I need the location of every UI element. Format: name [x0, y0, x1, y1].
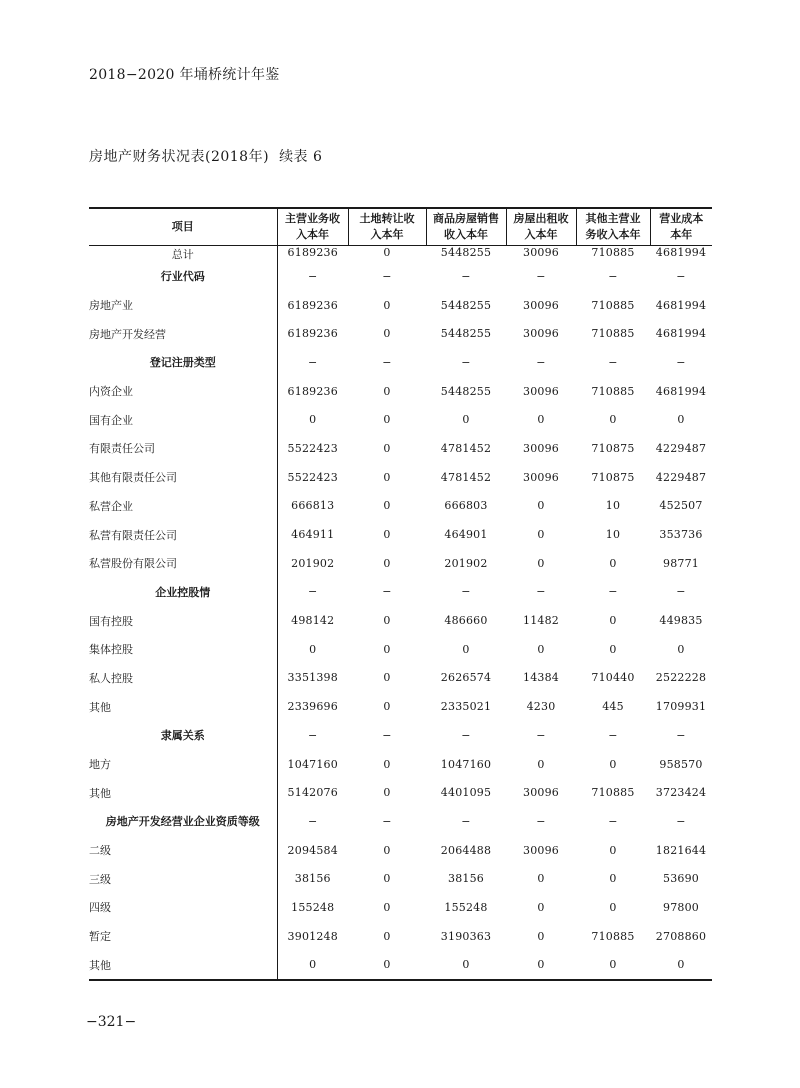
row-label: 房地产开发经营: [89, 319, 277, 348]
cell-value: −: [608, 269, 618, 283]
page-number: −321−: [86, 1014, 137, 1030]
cell-value: 0: [383, 786, 391, 800]
cell-value: −: [382, 728, 392, 742]
cell-value: −: [382, 814, 392, 828]
cell-value: 710885: [591, 786, 635, 800]
cell-value: 3351398: [287, 671, 338, 685]
cell-value: 38156: [294, 872, 331, 886]
cell-value: 4781452: [440, 441, 492, 455]
table-row: [89, 405, 712, 434]
table-row: [89, 721, 712, 750]
cell-value: −: [676, 269, 686, 283]
cell-value: 2522228: [655, 671, 707, 685]
cell-value: 710885: [591, 384, 635, 398]
row-label: 企业控股情: [89, 578, 277, 607]
cell-value: 10: [605, 528, 621, 542]
cell-value: 464911: [291, 528, 335, 542]
cell-value: 155248: [444, 900, 488, 914]
cell-value: 3901248: [287, 929, 338, 943]
cell-value: −: [536, 728, 546, 742]
table-body: [89, 246, 712, 981]
cell-value: 0: [383, 757, 391, 771]
cell-value: 0: [383, 556, 391, 570]
cell-value: 0: [462, 413, 470, 427]
cell-value: 30096: [523, 470, 559, 484]
table-header-row: [89, 208, 712, 246]
cell-value: 201902: [291, 556, 335, 570]
cell-value: 6189236: [287, 327, 338, 341]
cell-value: −: [536, 814, 546, 828]
cell-value: 958570: [659, 757, 703, 771]
column-header-operating-cost: 营业成本 本年: [650, 208, 712, 246]
table-row: [89, 750, 712, 779]
cell-value: 38156: [448, 872, 484, 886]
cell-value: 710885: [591, 929, 635, 943]
table-row: [89, 606, 712, 635]
cell-value: 98771: [663, 556, 699, 570]
cell-value: 0: [537, 499, 545, 513]
table-row: [89, 291, 712, 320]
cell-value: 0: [383, 470, 391, 484]
cell-value: −: [382, 269, 392, 283]
cell-value: −: [308, 355, 318, 369]
cell-value: 0: [309, 642, 317, 656]
table-title-text: 房地产财务状况表(2018年): [89, 149, 270, 165]
row-label: 三级: [89, 864, 277, 893]
table-row: [89, 778, 712, 807]
cell-value: 0: [537, 958, 545, 972]
cell-value: −: [461, 269, 471, 283]
row-label: 其他有限责任公司: [89, 463, 277, 492]
cell-value: 14384: [523, 671, 559, 685]
cell-value: 710875: [591, 441, 635, 455]
row-label: 私营股份有限公司: [89, 549, 277, 578]
cell-value: −: [608, 355, 618, 369]
row-label: 暂定: [89, 922, 277, 951]
row-label: 行业代码: [89, 262, 277, 291]
table-row: [89, 692, 712, 721]
row-label: 私营有限责任公司: [89, 520, 277, 549]
running-head: 2018−2020 年埇桥统计年鉴: [89, 67, 280, 83]
cell-value: 0: [537, 413, 545, 427]
row-label: 国有企业: [89, 405, 277, 434]
cell-value: 0: [609, 958, 617, 972]
row-label: 国有控股: [89, 606, 277, 635]
row-label: 地方: [89, 750, 277, 779]
cell-value: 155248: [291, 900, 335, 914]
table-row: [89, 893, 712, 922]
cell-value: −: [608, 585, 618, 599]
cell-value: 0: [462, 642, 470, 656]
cell-value: 30096: [523, 843, 559, 857]
table-row: [89, 246, 712, 263]
row-label: 有限责任公司: [89, 434, 277, 463]
cell-value: 0: [609, 614, 617, 628]
cell-value: 4229487: [655, 441, 707, 455]
cell-value: 1047160: [440, 757, 492, 771]
table-row: [89, 434, 712, 463]
cell-value: −: [536, 585, 546, 599]
cell-value: 0: [383, 900, 391, 914]
cell-value: 449835: [659, 614, 703, 628]
cell-value: 2064488: [440, 843, 492, 857]
cell-value: 0: [537, 642, 545, 656]
cell-value: 0: [677, 642, 685, 656]
cell-value: 4681994: [655, 298, 707, 312]
cell-value: 0: [383, 614, 391, 628]
row-label: 其他: [89, 692, 277, 721]
cell-value: 2339696: [287, 700, 338, 714]
cell-value: 710875: [591, 470, 635, 484]
cell-value: 0: [383, 528, 391, 542]
cell-value: 710885: [591, 298, 635, 312]
cell-value: 4681994: [655, 246, 707, 259]
cell-value: −: [676, 585, 686, 599]
cell-value: −: [308, 585, 318, 599]
table-row: [89, 520, 712, 549]
cell-value: 0: [609, 900, 617, 914]
column-header-land-transfer-income: 土地转让收 入本年: [348, 208, 426, 246]
cell-value: 1821644: [655, 843, 707, 857]
cell-value: −: [461, 585, 471, 599]
cell-value: 0: [537, 528, 545, 542]
row-label: 隶属关系: [89, 721, 277, 750]
cell-value: 0: [537, 900, 545, 914]
cell-value: 0: [383, 700, 391, 714]
cell-value: −: [608, 814, 618, 828]
cell-value: 30096: [523, 327, 559, 341]
cell-value: 0: [383, 671, 391, 685]
cell-value: 3723424: [655, 786, 707, 800]
cell-value: −: [676, 355, 686, 369]
cell-value: 0: [677, 413, 685, 427]
column-header-other-business-income: 其他主营业 务收入本年: [576, 208, 650, 246]
cell-value: 4229487: [655, 470, 707, 484]
cell-value: −: [608, 728, 618, 742]
table-row: [89, 578, 712, 607]
cell-value: −: [308, 728, 318, 742]
cell-value: 0: [609, 642, 617, 656]
cell-value: 452507: [659, 499, 703, 513]
cell-value: 0: [309, 958, 317, 972]
row-label: 集体控股: [89, 635, 277, 664]
cell-value: −: [461, 728, 471, 742]
cell-value: 30096: [523, 246, 559, 259]
cell-value: −: [676, 728, 686, 742]
cell-value: 5522423: [287, 441, 338, 455]
row-label: 四级: [89, 893, 277, 922]
cell-value: 0: [537, 929, 545, 943]
cell-value: 30096: [523, 298, 559, 312]
cell-value: 4781452: [440, 470, 492, 484]
row-label: 其他: [89, 951, 277, 981]
cell-value: 0: [383, 642, 391, 656]
cell-value: 0: [383, 384, 391, 398]
table-row: [89, 951, 712, 981]
cell-value: 0: [383, 441, 391, 455]
cell-value: 30096: [523, 441, 559, 455]
cell-value: −: [676, 814, 686, 828]
cell-value: 0: [537, 556, 545, 570]
cell-value: 10: [605, 499, 621, 513]
cell-value: 30096: [523, 384, 559, 398]
row-label: 登记注册类型: [89, 348, 277, 377]
column-header-rental-income: 房屋出租收 入本年: [506, 208, 576, 246]
cell-value: 0: [309, 413, 317, 427]
cell-value: 0: [537, 757, 545, 771]
cell-value: 666813: [291, 499, 335, 513]
row-label: 房地产业: [89, 291, 277, 320]
cell-value: 5448255: [440, 384, 492, 398]
cell-value: 11482: [523, 614, 559, 628]
cell-value: 0: [383, 499, 391, 513]
cell-value: −: [382, 355, 392, 369]
cell-value: −: [461, 814, 471, 828]
cell-value: 201902: [444, 556, 488, 570]
cell-value: 710440: [591, 671, 635, 685]
row-label: 总计: [89, 246, 277, 263]
cell-value: 5448255: [440, 246, 492, 259]
cell-value: 0: [383, 327, 391, 341]
cell-value: 0: [383, 843, 391, 857]
row-label: 二级: [89, 836, 277, 865]
table-row: [89, 836, 712, 865]
table-row: [89, 377, 712, 406]
real-estate-finance-table: [89, 207, 712, 981]
cell-value: 445: [602, 700, 624, 714]
cell-value: 0: [383, 298, 391, 312]
table-row: [89, 922, 712, 951]
cell-value: 464901: [444, 528, 488, 542]
cell-value: 353736: [659, 528, 703, 542]
table-title: [89, 146, 322, 166]
table-row: [89, 807, 712, 836]
cell-value: 0: [609, 872, 617, 886]
cell-value: −: [536, 355, 546, 369]
cell-value: 1047160: [287, 757, 338, 771]
row-label: 内资企业: [89, 377, 277, 406]
table-row: [89, 864, 712, 893]
cell-value: 97800: [663, 900, 699, 914]
cell-value: 498142: [291, 614, 335, 628]
cell-value: −: [382, 585, 392, 599]
row-label: 私人控股: [89, 664, 277, 693]
cell-value: 0: [462, 958, 470, 972]
cell-value: 2094584: [287, 843, 338, 857]
table-row: [89, 664, 712, 693]
cell-value: 710885: [591, 246, 635, 259]
cell-value: 5448255: [440, 298, 492, 312]
cell-value: 710885: [591, 327, 635, 341]
cell-value: 0: [609, 556, 617, 570]
cell-value: 0: [537, 872, 545, 886]
table-continuation: 续表 6: [279, 149, 323, 165]
cell-value: 3190363: [440, 929, 492, 943]
cell-value: 6189236: [287, 298, 338, 312]
cell-value: 486660: [444, 614, 488, 628]
cell-value: 0: [609, 413, 617, 427]
cell-value: 0: [383, 958, 391, 972]
cell-value: −: [461, 355, 471, 369]
cell-value: 0: [383, 872, 391, 886]
cell-value: 53690: [663, 872, 699, 886]
cell-value: 30096: [523, 786, 559, 800]
cell-value: −: [308, 814, 318, 828]
cell-value: −: [536, 269, 546, 283]
row-label: 房地产开发经营业企业资质等级: [89, 807, 277, 836]
table-row: [89, 348, 712, 377]
cell-value: 5448255: [440, 327, 492, 341]
cell-value: 2335021: [440, 700, 492, 714]
cell-value: 1709931: [655, 700, 707, 714]
column-header-main-business-income: 主营业务收 入本年: [277, 208, 348, 246]
row-label: 私营企业: [89, 492, 277, 521]
cell-value: 4230: [526, 700, 556, 714]
cell-value: 4681994: [655, 327, 707, 341]
table-row: [89, 635, 712, 664]
cell-value: 666803: [444, 499, 488, 513]
cell-value: 0: [383, 413, 391, 427]
cell-value: 5142076: [287, 786, 338, 800]
cell-value: 6189236: [287, 246, 338, 259]
cell-value: 4681994: [655, 384, 707, 398]
table-row: [89, 319, 712, 348]
cell-value: 0: [677, 958, 685, 972]
cell-value: 6189236: [287, 384, 338, 398]
table-row: [89, 463, 712, 492]
column-header-item: 项目: [89, 208, 277, 246]
table-row: [89, 262, 712, 291]
table-row: [89, 492, 712, 521]
cell-value: 0: [609, 843, 617, 857]
cell-value: 0: [609, 757, 617, 771]
table-row: [89, 549, 712, 578]
cell-value: −: [308, 269, 318, 283]
cell-value: 2708860: [655, 929, 707, 943]
cell-value: 0: [383, 246, 391, 259]
cell-value: 4401095: [440, 786, 492, 800]
row-label: 其他: [89, 778, 277, 807]
cell-value: 2626574: [440, 671, 492, 685]
column-header-housing-sales-income: 商品房屋销售 收入本年: [426, 208, 506, 246]
cell-value: 0: [383, 929, 391, 943]
cell-value: 5522423: [287, 470, 338, 484]
